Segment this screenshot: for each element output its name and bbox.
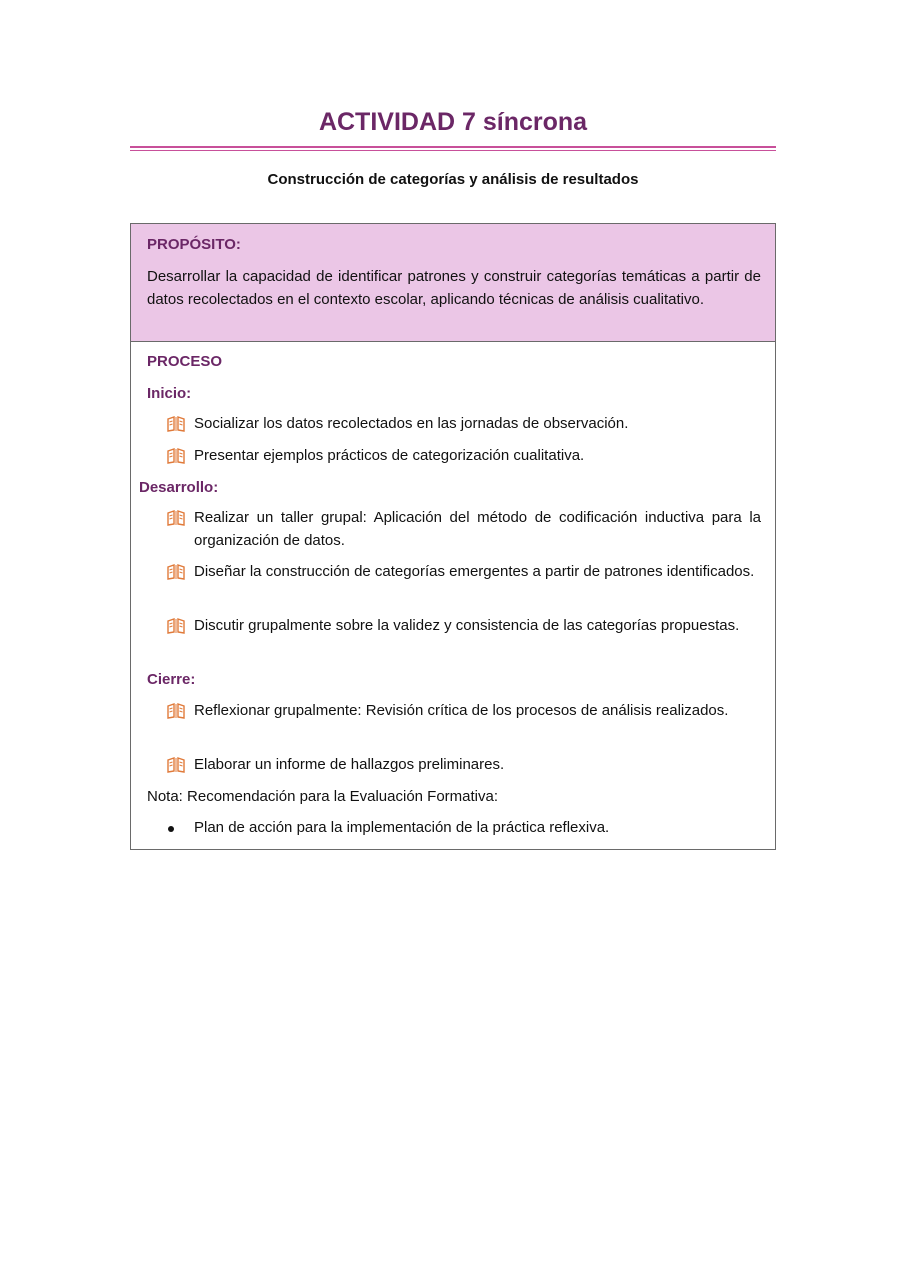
cierre-label: Cierre:: [147, 671, 196, 688]
book-bullet-icon: [166, 448, 186, 464]
book-bullet-icon: [166, 510, 186, 526]
document-title: ACTIVIDAD 7 síncrona: [318, 108, 588, 136]
evaluation-note: Nota: Recomendación para la Evaluación Formativa:: [147, 788, 499, 805]
list-item: Reflexionar grupalmente: Revisión crítica de los procesos de análisis realizados.: [194, 702, 729, 719]
activity-table: [130, 223, 776, 850]
title-divider-thin: [130, 150, 776, 151]
inicio-label: Inicio:: [147, 385, 192, 402]
desarrollo-label: Desarrollo:: [139, 479, 219, 496]
list-item: Socializar los datos recolectados en las jornadas de observación.: [194, 415, 629, 432]
book-bullet-icon: [166, 618, 186, 634]
document-subtitle: Construcción de categorías y análisis de resultados: [267, 171, 639, 188]
list-item: Elaborar un informe de hallazgos preliminares.: [194, 756, 505, 773]
title-divider: [130, 146, 776, 148]
book-bullet-icon: [166, 416, 186, 432]
purpose-label: PROPÓSITO:: [147, 236, 241, 253]
purpose-section: [131, 224, 775, 342]
list-item: Presentar ejemplos prácticos de categorización cualitativa.: [194, 447, 585, 464]
bullet-dot: [168, 826, 174, 832]
list-item: Diseñar la construcción de categorías emergentes a partir de patrones identificados.: [194, 563, 755, 580]
process-label: PROCESO: [147, 353, 223, 370]
list-item: Discutir grupalmente sobre la validez y consistencia de las categorías propuestas.: [194, 617, 740, 634]
book-bullet-icon: [166, 757, 186, 773]
purpose-text: Desarrollar la capacidad de identificar patrones y construir categorías temáticas a partir de datos recolectados en el contexto escolar, aplicando técnicas de análisis cualitativo.: [147, 268, 761, 308]
book-bullet-icon: [166, 703, 186, 719]
book-bullet-icon: [166, 564, 186, 580]
list-item: Plan de acción para la implementación de la práctica reflexiva.: [194, 819, 610, 836]
list-item: Realizar un taller grupal: Aplicación del método de codificación inductiva para la organización de datos.: [194, 509, 761, 549]
